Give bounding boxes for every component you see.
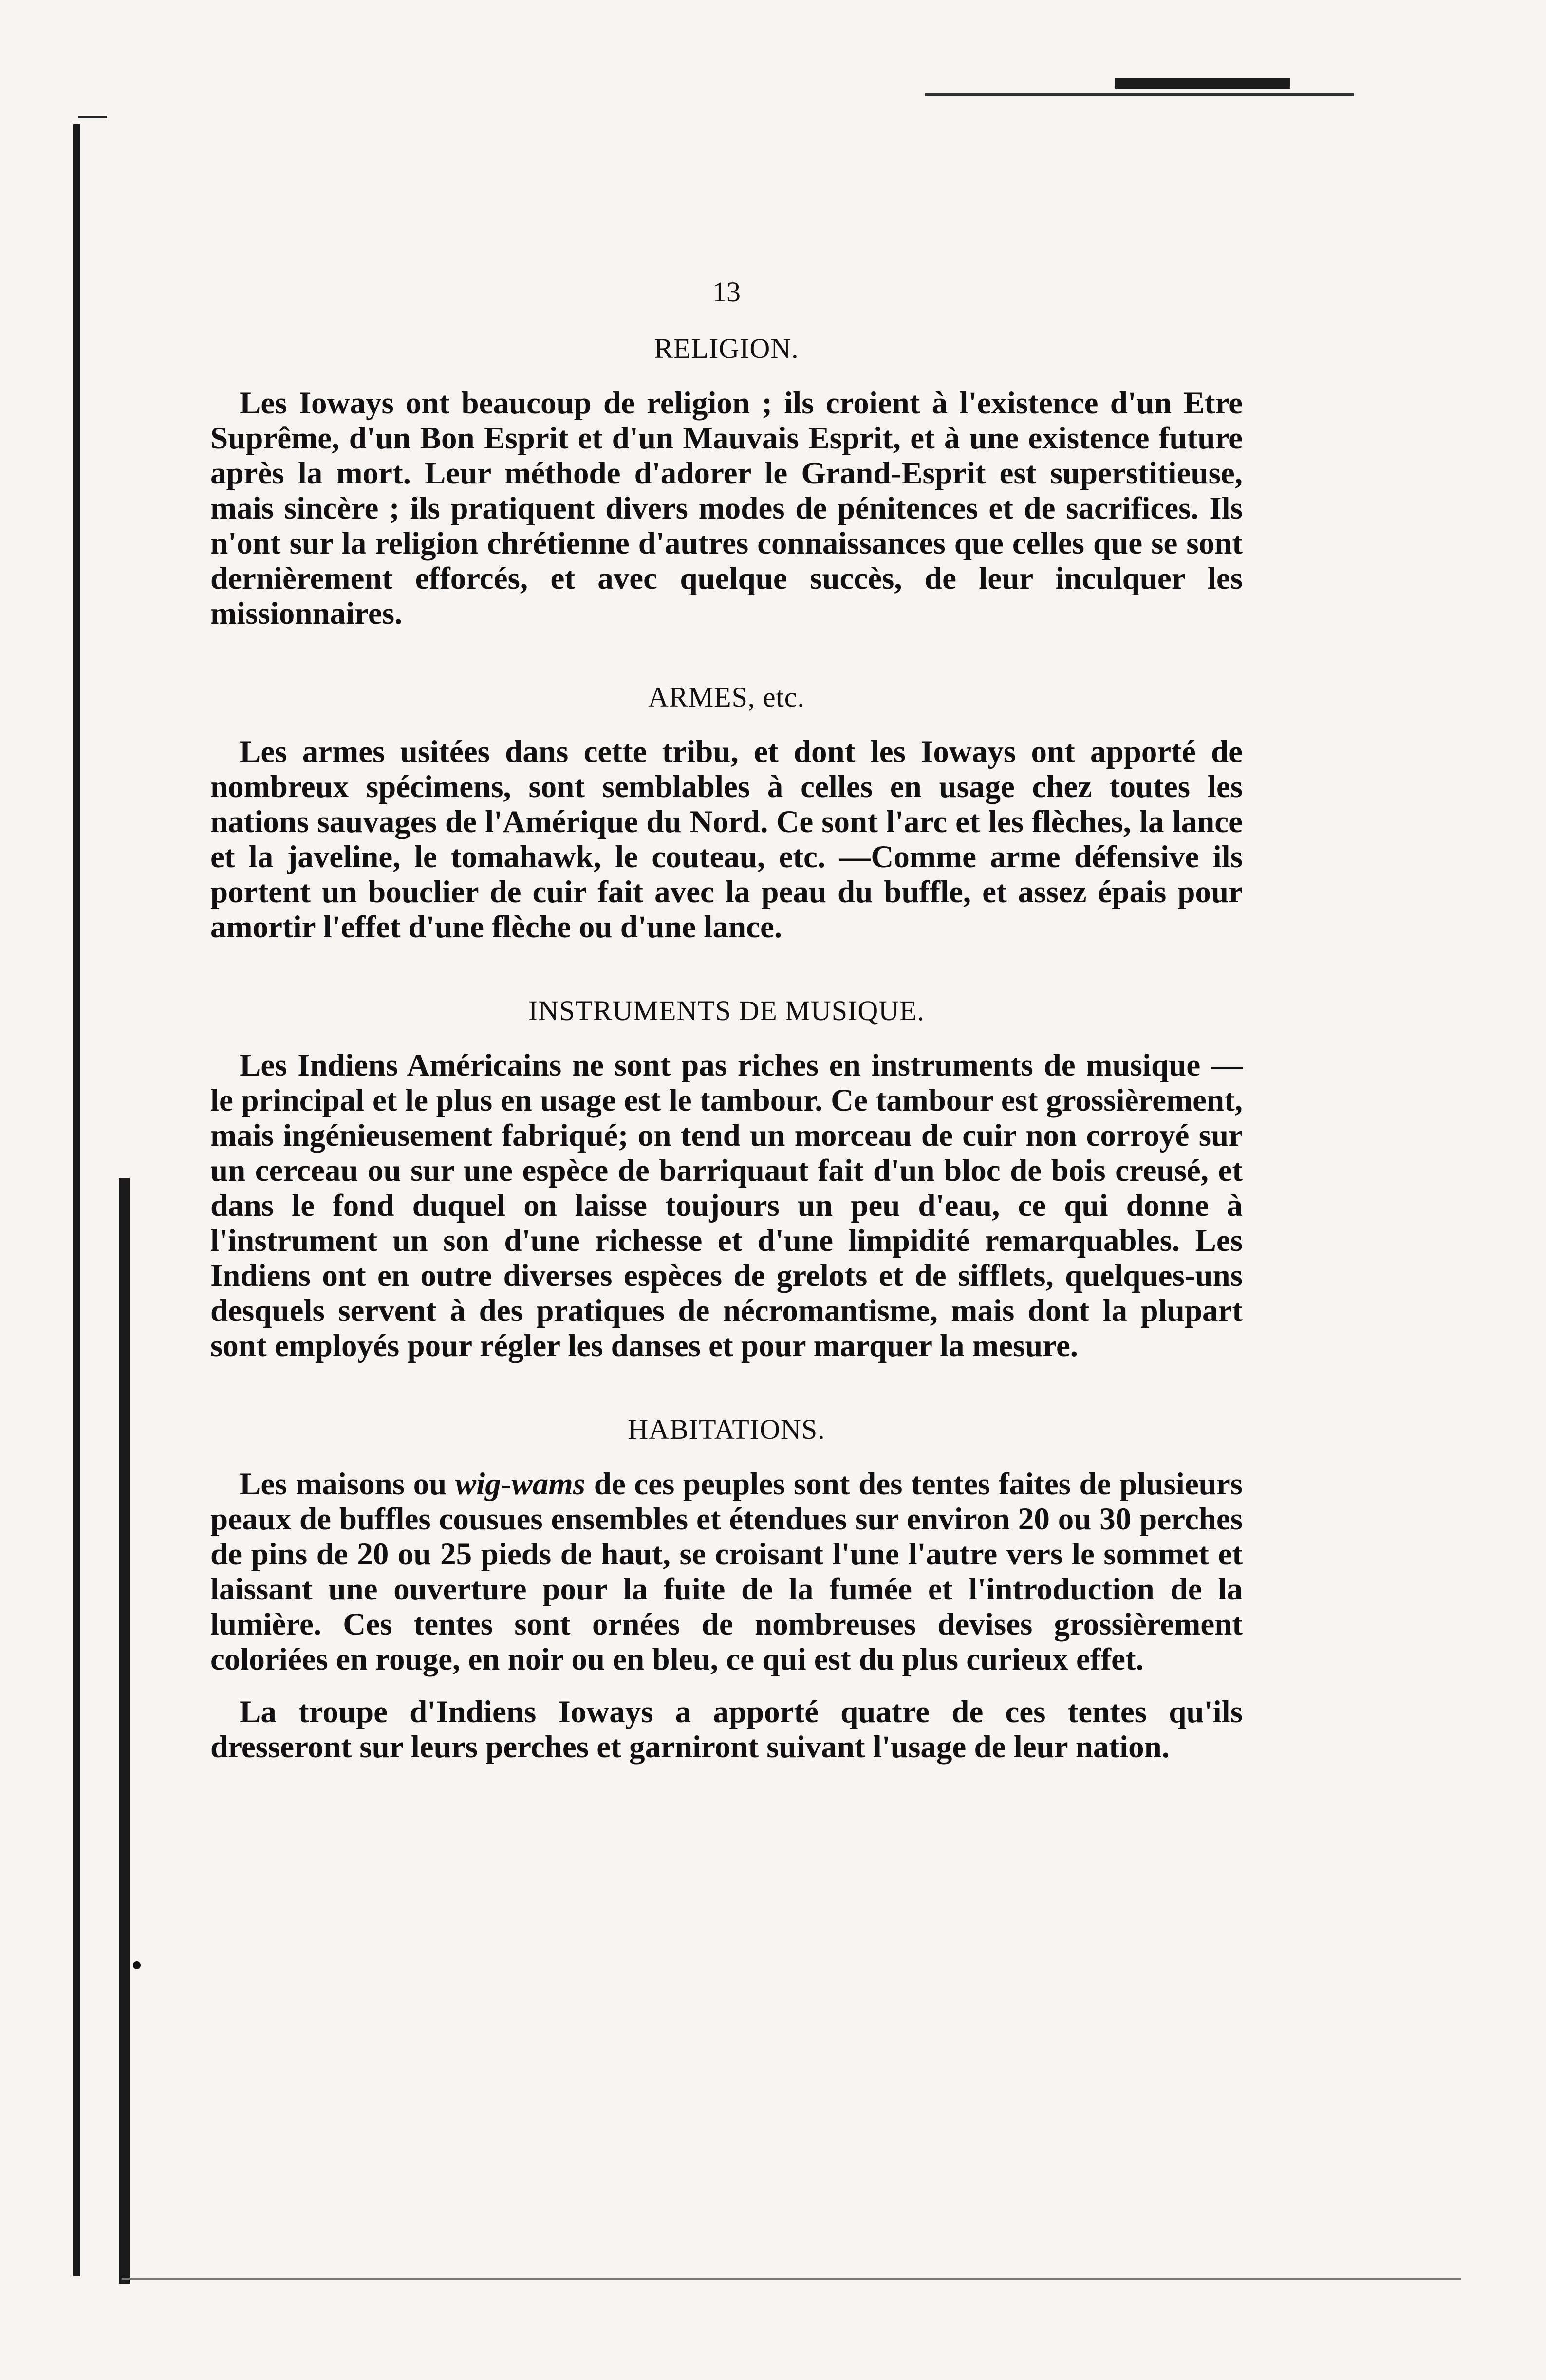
- habitations-intro: Les maisons ou: [240, 1467, 447, 1502]
- paragraph-religion: Les Ioways ont beaucoup de religion ; ils croient à l'existence d'un Etre Suprême, d'un Bon Esprit et d'un Mauvais Esprit, et à une existence future après la mort. Leur méthode d'adorer le Grand-Esprit est superstitieuse, mais sincère ; ils pratiquent divers modes de pénitences et de sacrifices. Ils n'ont sur la religion chrétienne d'autres connaissances que celles que se sont dernièrement efforcés, et avec quelque succès, de leur inculquer les missionnaires.: [210, 386, 1243, 631]
- section-heading-armes: ARMES, etc.: [648, 681, 805, 713]
- paragraph-instruments: Les Indiens Américains ne sont pas riches en instruments de musique — le principal et le plus en usage est le tambour. Ce tambour est grossièrement, mais ingénieusement fabriqué; on tend un morceau de cuir non corroyé sur un cerceau ou sur une espèce de barriquaut fait d'un bloc de bois creusé, et dans le fond duquel on laisse toujours un peu d'eau, ce qui donne à l'instrument un son d'une richesse et d'une limpidité remarquables. Les Indiens ont en outre diverses espèces de grelots et de sifflets, quelques-uns desquels servent à des pratiques de nécromantisme, mais dont la plupart sont employés pour régler les danses et pour marquer la mesure.: [210, 1048, 1243, 1363]
- scan-edge: [73, 124, 80, 2276]
- scan-artifact: [925, 93, 1354, 96]
- section-heading-habitations: HABITATIONS.: [628, 1413, 825, 1445]
- habitations-term: wig-wams: [455, 1467, 586, 1502]
- paragraph-armes: Les armes usitées dans cette tribu, et dont les Ioways ont apporté de nombreux spécimens, sont semblables à celles en usage chez toutes les nations sauvages de l'Amérique du Nord. Ce sont l'arc et les flèches, la lance et la javeline, le tomahawk, le couteau, etc. —Comme arme défensive ils portent un bouclier de cuir fait avec la peau du buffle, et assez épais pour amortir l'effet d'une flèche ou d'une lance.: [210, 734, 1243, 945]
- page-content: [210, 273, 1243, 1765]
- page-number: 13: [712, 276, 741, 308]
- scan-artifact: [78, 116, 107, 118]
- scan-edge: [119, 1178, 130, 2284]
- paragraph-habitations: [210, 1467, 1243, 1677]
- section-heading-religion: RELIGION.: [654, 333, 799, 364]
- paragraph-troupe: La troupe d'Indiens Ioways a apporté quatre de ces tentes qu'ils dresseront sur leurs perches et garniront suivant l'usage de leur nation.: [210, 1694, 1243, 1765]
- scan-edge: [122, 2278, 1461, 2280]
- section-heading-instruments: INSTRUMENTS DE MUSIQUE.: [528, 995, 925, 1026]
- habitations-rest: de ces peuples sont des tentes faites de plusieurs peaux de buffles cousues ensembles et étendues sur environ 20 ou 30 perches de pins de 20 ou 25 pieds de haut, se croisant l'une l'autre vers le sommet et laissant une ouverture pour la fuite de la fumée et l'introduction de la lumière. Ces tentes sont ornées de nombreuses devises grossièrement coloriées en rouge, en noir ou en bleu, ce qui est du plus curieux effet.: [210, 1467, 1243, 1677]
- scan-artifact: [1115, 78, 1290, 89]
- scan-speck: [133, 1961, 141, 1969]
